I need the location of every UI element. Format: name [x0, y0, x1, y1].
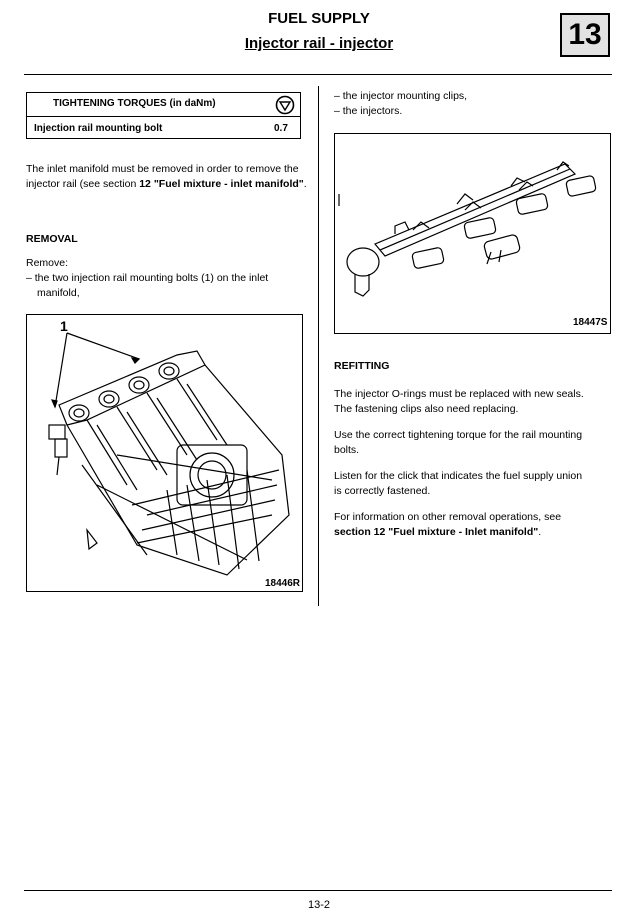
- refit-section-reference: section 12 "Fuel mixture - Inlet manifold": [334, 526, 539, 538]
- remove-item-continued: manifold,: [37, 287, 80, 299]
- intro-text: The inlet manifold must be removed in order to remove the injector rail (see section: [26, 163, 299, 190]
- tightening-torque-table: [26, 92, 301, 139]
- torque-table-heading: TIGHTENING TORQUES (in daNm): [53, 98, 216, 109]
- column-divider: [318, 86, 319, 606]
- remove-item-injectors: – the injectors.: [334, 105, 403, 117]
- intro-end: .: [303, 178, 307, 190]
- intro-section-reference: 12 "Fuel mixture - inlet manifold": [139, 178, 304, 190]
- injector-rail-figure: [334, 133, 611, 334]
- remove-item-clips: – the injector mounting clips,: [334, 90, 468, 102]
- torque-row-label: Injection rail mounting bolt: [34, 123, 163, 134]
- remove-label: Remove:: [26, 257, 69, 269]
- refitting-heading: REFITTING: [334, 360, 390, 372]
- refit-para-3-line-1: Listen for the click that indicates the fuel supply union: [334, 470, 583, 482]
- intro-paragraph: [26, 162, 310, 192]
- torque-row-value: 0.7: [274, 123, 288, 134]
- footer-rule: [24, 890, 612, 891]
- refit-para-4-line-1: For information on other removal operations, see: [334, 511, 562, 523]
- refit-para-1-line-2: The fastening clips also need replacing.: [334, 403, 519, 415]
- injector-rail-illustration: [335, 134, 612, 335]
- remove-item: – the two injection rail mounting bolts (1) on the inlet: [26, 272, 269, 284]
- refit-para-4-end: .: [538, 526, 542, 538]
- torque-table-header: [27, 93, 300, 117]
- refit-para-2-line-1: Use the correct tightening torque for the rail mounting: [334, 429, 583, 441]
- page-number: 13-2: [307, 899, 331, 911]
- refit-para-4-line-2: [334, 525, 541, 540]
- figure-number-18446R: 18446R: [265, 578, 301, 589]
- section-title: FUEL SUPPLY: [268, 10, 370, 27]
- page-subtitle: Injector rail - injector: [244, 35, 394, 52]
- figure-callout-1: 1: [60, 318, 68, 334]
- refit-para-3-line-2: is correctly fastened.: [334, 485, 431, 497]
- figure-number-18447S: 18447S: [573, 317, 608, 328]
- chapter-number-badge: 13: [560, 13, 610, 57]
- removal-heading: REMOVAL: [26, 233, 78, 245]
- header-rule: [24, 74, 612, 75]
- torque-wrench-icon: [275, 95, 295, 115]
- refit-para-2-line-2: bolts.: [334, 444, 360, 456]
- refit-para-1-line-1: The injector O-rings must be replaced with new seals.: [334, 388, 584, 400]
- inlet-manifold-illustration: [27, 315, 304, 593]
- inlet-manifold-figure: [26, 314, 303, 592]
